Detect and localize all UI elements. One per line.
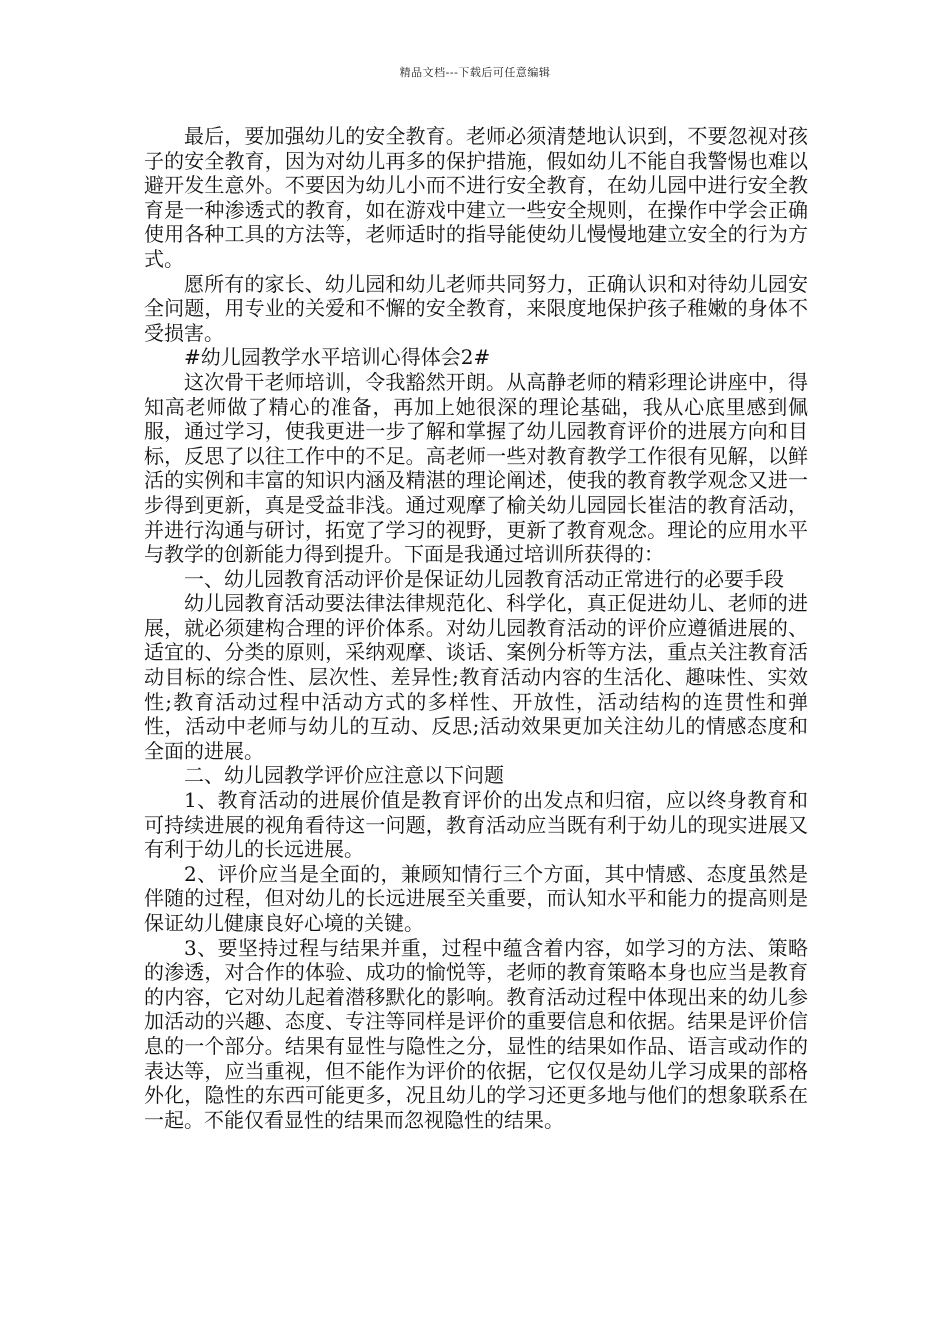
point-heading-2: 二、幼儿园教学评价应注意以下问题 (184, 763, 504, 788)
point-heading-1: 一、幼儿园教育活动评价是保证幼儿园教育活动正常进行的必要手段 (184, 566, 784, 591)
paragraph-evaluation-system: 幼儿园教育活动要法律法律规范化、科学化，真正促进幼儿、老师的进展，就必须建构合理的评价体系。对幼儿园教育活动的评价应遵循进展的、适宜的、分类的原则，采纳观摩、谈话、案例分析等方法，重点关注教育活动目标的综合性、层次性、差异性;教育活动内容的生活化、趣味性、实效性;教育活动过程中活动方式的多样性、开放性，活动结构的连贯性和弹性，活动中老师与幼儿的互动、反思;活动效果更加关注幼儿的情感态度和全面的进展。 (144, 591, 808, 763)
section-heading-2: #幼儿园教学水平培训心得体会2# (184, 345, 491, 370)
paragraph-item-3: 3、要坚持过程与结果并重，过程中蕴含着内容，如学习的方法、策略的渗透，对合作的体验、成功的愉悦等，老师的教育策略本身也应当是教育的内容，它对幼儿起着潜移默化的影响。教育活动过程中体现出来的幼儿参加活动的兴趣、态度、专注等同样是评价的重要信息和依据。结果是评价信息的一个部分。结果有显性与隐性之分，显性的结果如作品、语言或动作的表达等，应当重视，但不能作为评价的依据，它仅仅是幼儿学习成果的部格外化，隐性的东西可能更多，况且幼儿的学习还更多地与他们的想象联系在一起。不能仅看显性的结果而忽视隐性的结果。 (144, 935, 808, 1132)
document-body (144, 124, 808, 1132)
paragraph-item-2: 2、评价应当是全面的，兼顾知情行三个方面，其中情感、态度虽然是伴随的过程，但对幼儿的长远进展至关重要，而认知水平和能力的提高则是保证幼儿健康良好心境的关键。 (144, 861, 808, 935)
paragraph-wish: 愿所有的家长、幼儿园和幼儿老师共同努力，正确认识和对待幼儿园安全问题，用专业的关爱和不懈的安全教育，来限度地保护孩子稚嫩的身体不受损害。 (144, 271, 808, 345)
page-header: 精品文档---下载后可任意编辑 (399, 66, 551, 79)
paragraph-safety-education: 最后，要加强幼儿的安全教育。老师必须清楚地认识到，不要忽视对孩子的安全教育，因为对幼儿再多的保护措施，假如幼儿不能自我警惕也难以避开发生意外。不要因为幼儿小而不进行安全教育，在幼儿园中进行安全教育是一种渗透式的教育，如在游戏中建立一些安全规则，在操作中学会正确使用各种工具的方法等，老师适时的指导能使幼儿慢慢地建立安全的行为方式。 (144, 124, 808, 271)
paragraph-item-1: 1、教育活动的进展价值是教育评价的出发点和归宿，应以终身教育和可持续进展的视角看待这一问题，教育活动应当既有利于幼儿的现实进展又有利于幼儿的长远进展。 (144, 788, 808, 862)
paragraph-training-intro: 这次骨干老师培训，令我豁然开朗。从高静老师的精彩理论讲座中，得知高老师做了精心的准备，再加上她很深的理论基础，我从心底里感到佩服，通过学习，使我更进一步了解和掌握了幼儿园教育评价的进展方向和目标，反思了以往工作中的不足。高老师一些对教育教学工作很有见解，以鲜活的实例和丰富的知识内涵及精湛的理论阐述，使我的教育教学观念又进一步得到更新，真是受益非浅。通过观摩了榆关幼儿园园长崔洁的教育活动，并进行沟通与研讨，拓宽了学习的视野，更新了教育观念。理论的应用水平与教学的创新能力得到提升。下面是我通过培训所获得的： (144, 369, 808, 567)
